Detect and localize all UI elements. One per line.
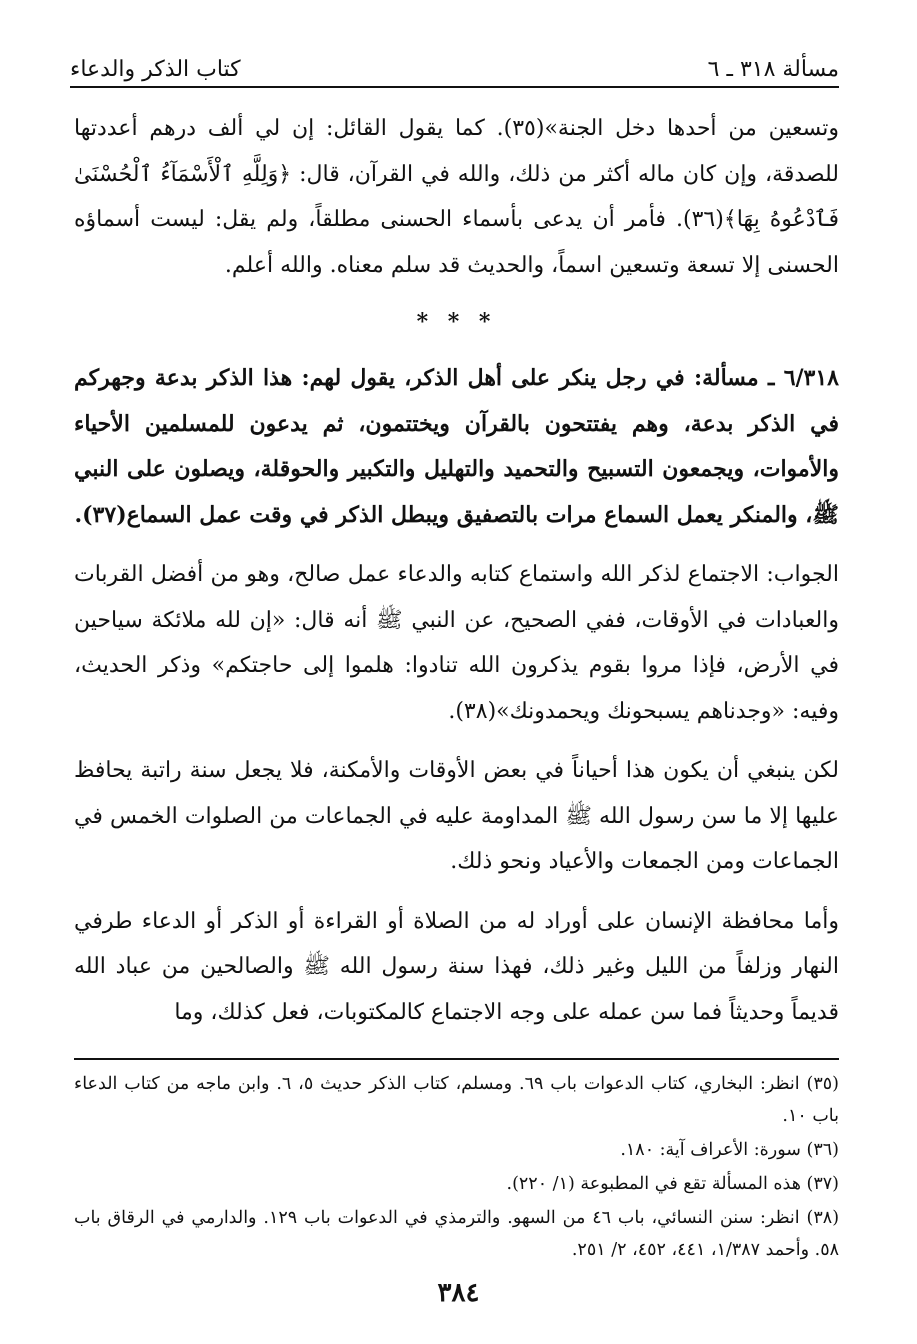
running-header (70, 42, 839, 88)
question-paragraph: ٦/٣١٨ ـ مسألة: في رجل ينكر على أهل الذكر، يقول لهم: هذا الذكر بدعة وجهركم في الذكر بدعة، وهم يفتتحون بالقرآن ويختتمون، ثم يدعون للمسلمين الأحياء والأموات، ويجمعون التسبيح والتحميد والتهليل والتكبير والحوقلة، ويصلون على النبي ﷺ، والمنكر يعمل السماع مرات بالتصفيق ويبطل الذكر في وقت عمل السماع(٣٧). (74, 365, 839, 528)
header-question-number: مسألة ٣١٨ ـ ٦ (707, 57, 839, 82)
paragraph-5: وأما محافظة الإنسان على أوراد له من الصلاة أو القراءة أو الذكر أو الدعاء طرفي النهار وزلفاً من الليل وغير ذلك، فهذا سنة رسول الله ﷺ والصالحين من عباد الله قديماً وحديثاً فما سن عمله على وجه الاجتماع كالمكتوبات، فعل كذلك، وما (74, 908, 839, 1025)
answer-paragraph: الجواب: الاجتماع لذكر الله واستماع كتابه والدعاء عمل صالح، وهو من أفضل القربات والعبادات في الأوقات، ففي الصحيح، عن النبي ﷺ أنه قال: «إن لله ملائكة سياحين في الأرض، فإذا مروا بقوم يذكرون الله تنادوا: هلموا إلى حاجتكم» وذكر الحديث، وفيه: «وجدناهم يسبحونك ويحمدونك»(٣٨). (74, 562, 839, 724)
header-chapter-title: كتاب الذكر والدعاء (70, 57, 241, 82)
section-separator: * * * (416, 309, 497, 335)
main-text (74, 106, 839, 1049)
page-number: ٣٨٤ (437, 1278, 480, 1308)
footnote-38: (٣٨) انظر: سنن النسائي، باب ٤٦ من السهو. والترمذي في الدعوات باب ١٢٩. والدارمي في الرقاق باب ٥٨. وأحمد ١/٣٨٧، ٤٤١، ٤٥٢، ٢/ ٢٥١. (74, 1208, 840, 1260)
paragraph-1: وتسعين من أحدها دخل الجنة»(٣٥). كما يقول القائل: إن لي ألف درهم أعددتها للصدقة، وإن كان ماله أكثر من ذلك، والله في القرآن، قال: ﴿وَلِلَّهِ ٱلْأَسْمَآءُ ٱلْحُسْنَىٰ فَٱدْعُوهُ بِهَا﴾(٣٦). فأمر أن يدعى بأسماء الحسنى مطلقاً، ولم يقل: ليست أسماؤه الحسنى إلا تسعة وتسعين اسماً، والحديث قد سلم معناه. والله أعلم. (74, 116, 839, 278)
footnote-35: (٣٥) انظر: البخاري، كتاب الدعوات باب ٦٩. ومسلم، كتاب الذكر حديث ٥، ٦. وابن ماجه من كتاب الدعاء باب ١٠. (74, 1074, 839, 1126)
footnote-36: (٣٦) سورة: الأعراف آية: ١٨٠. (620, 1140, 839, 1160)
paragraph-4: لكن ينبغي أن يكون هذا أحياناً في بعض الأوقات والأمكنة، فلا يجعل سنة راتبة يحافظ عليها إلا ما سن رسول الله ﷺ المداومة عليه في الجماعات من الصلوات الخمس في الجماعات ومن الجمعات والأعياد ونحو ذلك. (74, 758, 839, 874)
footnote-37: (٣٧) هذه المسألة تقع في المطبوعة (١/ ٢٢٠). (506, 1174, 839, 1194)
footnotes (74, 1058, 839, 1268)
